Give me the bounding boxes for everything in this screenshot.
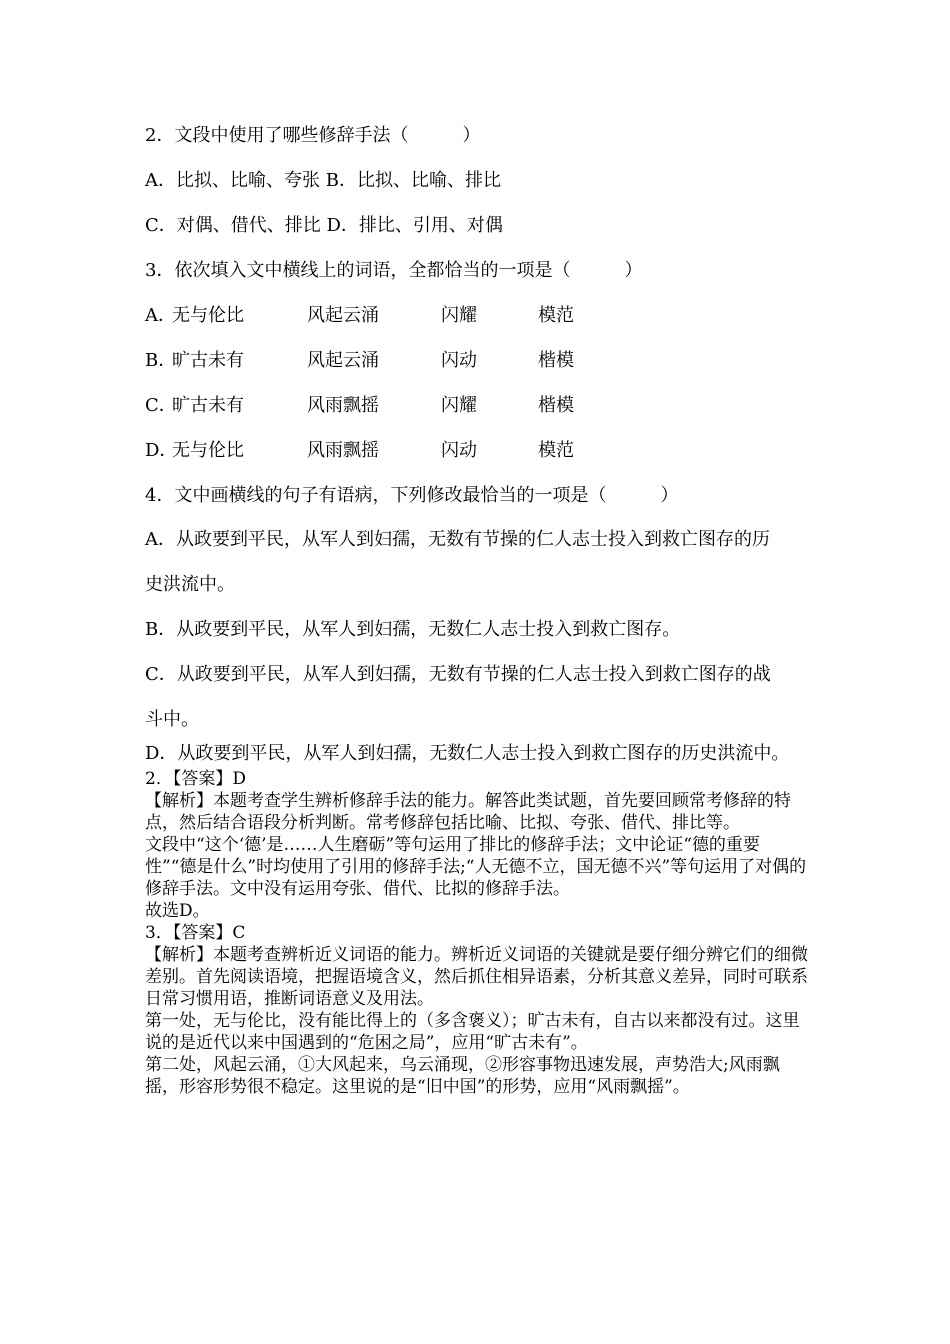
option-word-2: 风雨飘摇 [307,440,379,461]
option-word-4: 楷模 [538,350,574,371]
question-4-option-a-line-2: 史洪流中。 [145,574,235,595]
question-4-option-a-line-1: A．从政要到平民，从军人到妇孺，无数有节操的仁人志士投入到救亡图存的历 [145,529,770,550]
answer-3-first-blank: 第一处，无与伦比，没有能比得上的（多含褒义）；旷古未有，自古以来都没有过。这里说的是近代以来中国遇到的“危困之局”，应用“旷古未有”。 [145,1011,800,1053]
question-2-options-line-2: C．对偶、借代、排比 D．排比、引用、对偶 [145,215,503,236]
option-word-2: 风起云涌 [307,305,379,326]
option-word-4: 楷模 [538,395,574,416]
option-word-3: 闪动 [441,350,477,371]
question-4-stem: 4．文中画横线的句子有语病，下列修改最恰当的一项是（ ） [145,485,679,506]
question-4-option-d: D．从政要到平民，从军人到妇孺，无数仁人志士投入到救亡图存的历史洪流中。 [145,743,790,764]
answer-3-title: 3．【答案】C [145,923,246,943]
option-word-3: 闪动 [441,440,477,461]
option-word-1: 无与伦比 [172,440,244,461]
option-word-4: 模范 [538,440,574,461]
question-4-option-b: B．从政要到平民，从军人到妇孺，无数仁人志士投入到救亡图存。 [145,619,681,640]
question-2-options-line-1: A．比拟、比喻、夸张 B．比拟、比喻、排比 [145,170,501,191]
option-word-1: 旷古未有 [172,350,244,371]
question-2-stem: 2．文段中使用了哪些修辞手法（ ） [145,125,481,146]
answer-2-analysis: 【解析】本题考查学生辨析修辞手法的能力。解答此类试题，首先要回顾常考修辞的特点，然后结合语段分析判断。常考修辞包括比喻、比拟、夸张、借代、排比等。 [145,791,791,833]
answer-2-detail: 文段中“这个‘德’是……人生磨砺”等句运用了排比的修辞手法；文中论证“德的重要性”“德是什么”时均使用了引用的修辞手法;“人无德不立，国无德不兴”等句运用了对偶的修辞手法。文中没有运用夸张、借代、比拟的修辞手法。 [145,835,807,899]
option-word-2: 风雨飘摇 [307,395,379,416]
option-word-4: 模范 [538,305,574,326]
answer-section [145,768,810,1098]
answer-2-conclusion: 故选D。 [145,901,210,921]
option-letter: A． [145,305,176,326]
question-3-stem: 3．依次填入文中横线上的词语，全都恰当的一项是（ ） [145,260,643,281]
option-letter: C． [145,395,177,416]
answer-3-second-blank: 第二处，风起云涌，①大风起来，乌云涌现，②形容事物迅速发展，声势浩大;风雨飘摇，形容形势很不稳定。这里说的是“旧中国”的形势，应用“风雨飘摇”。 [145,1055,780,1097]
question-4-option-c-line-1: C．从政要到平民，从军人到妇孺，无数有节操的仁人志士投入到救亡图存的战 [145,664,771,685]
option-word-3: 闪耀 [441,305,477,326]
answer-3-analysis: 【解析】本题考查辨析近义词语的能力。辨析近义词语的关键就是要仔细分辨它们的细微差别。首先阅读语境，把握语境含义，然后抓住相异语素，分析其意义差异，同时可联系日常习惯用语，推断词语意义及用法。 [145,945,808,1009]
question-4-option-c-line-2: 斗中。 [145,709,199,730]
option-word-1: 无与伦比 [172,305,244,326]
option-letter: B． [145,350,177,371]
answer-2-title: 2．【答案】D [145,769,246,789]
option-letter: D． [145,440,178,461]
option-word-3: 闪耀 [441,395,477,416]
option-word-2: 风起云涌 [307,350,379,371]
option-word-1: 旷古未有 [172,395,244,416]
